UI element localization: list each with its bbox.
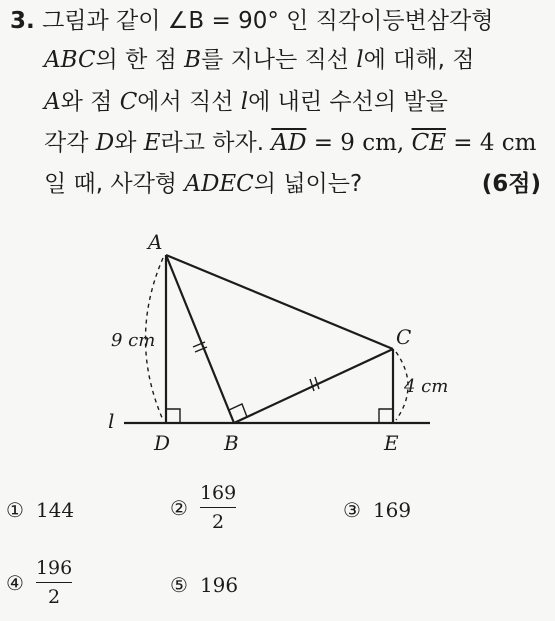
numerator: 196 (35, 557, 73, 579)
numerator: 169 (199, 482, 237, 504)
choice-1[interactable] (6, 498, 74, 522)
choice-mark: ④ (6, 570, 24, 595)
text-fragment: 라고 하자. (160, 130, 272, 156)
text-fragment: 에 내린 수선의 발을 (248, 89, 448, 115)
segment-AC-stroke (166, 255, 393, 349)
choice-5[interactable] (170, 573, 238, 597)
geometry-figure (0, 222, 555, 462)
text-fragment: 에서 직선 (137, 89, 241, 115)
text-fragment: 일 때, 사각형 (44, 171, 185, 197)
right-angle-E (379, 409, 393, 423)
segment-BC-stroke (234, 349, 393, 423)
denominator: 2 (212, 511, 225, 533)
choice-2[interactable] (170, 482, 236, 533)
text-fragment: 와 (114, 130, 144, 156)
question-text-1: 그림과 같이 ∠B = 90° 인 직각이등변삼각형 (42, 8, 494, 34)
point-A: A (44, 89, 61, 115)
point-B: B (184, 47, 202, 73)
segment-AB-stroke (166, 255, 234, 423)
label-D: D (154, 431, 171, 455)
choice-value: 169 (372, 498, 412, 522)
line-l: l (356, 47, 364, 73)
choice-mark: ② (170, 495, 188, 520)
value-CE: = 4 cm (445, 130, 537, 156)
quadrilateral-name: ADEC (184, 171, 254, 197)
point-C: C (119, 89, 138, 115)
point-E: E (143, 130, 161, 156)
choice-4[interactable] (6, 557, 72, 608)
choice-mark: ③ (343, 498, 361, 522)
segment-CE: $\overline{CE}$ (411, 130, 446, 156)
text-fragment: 의 넓이는? (253, 171, 363, 197)
denominator: 2 (48, 586, 61, 608)
question-number: 3. (10, 8, 35, 34)
choice-value: 144 (35, 498, 75, 522)
label-E: E (384, 431, 399, 455)
triangle-name: ABC (44, 47, 96, 73)
choice-value: 196 (199, 573, 239, 597)
point-D: D (95, 130, 115, 156)
text-fragment: 의 한 점 (95, 47, 185, 73)
label-B: B (224, 431, 239, 455)
choice-3[interactable] (343, 498, 411, 522)
choice-mark: ① (6, 498, 24, 522)
line-l: l (240, 89, 249, 115)
value-AD: = 9 cm, (306, 130, 412, 156)
question-line-5 (44, 169, 362, 199)
label-9cm: 9 cm (111, 330, 156, 351)
text-fragment: 를 지나는 직선 (201, 47, 357, 73)
label-l: l (108, 409, 115, 433)
points-label: (6점) (481, 171, 541, 197)
text-fragment: 와 점 (60, 89, 120, 115)
label-4cm: 4 cm (404, 376, 449, 397)
label-A: A (148, 230, 163, 254)
fraction-bar (200, 507, 236, 508)
question-line-2 (44, 45, 474, 75)
text-fragment: 에 대해, 점 (363, 47, 475, 73)
fraction (200, 482, 236, 533)
question-line-4 (44, 128, 536, 158)
question-line-1 (10, 6, 493, 36)
segment-AD: $\overline{AD}$ (271, 130, 307, 156)
label-C: C (396, 325, 412, 349)
fraction (36, 557, 72, 608)
right-angle-D (166, 409, 180, 423)
text-fragment: 각각 (44, 130, 96, 156)
choice-mark: ⑤ (170, 573, 188, 597)
fraction-bar (36, 582, 72, 583)
question-line-3 (44, 87, 448, 117)
